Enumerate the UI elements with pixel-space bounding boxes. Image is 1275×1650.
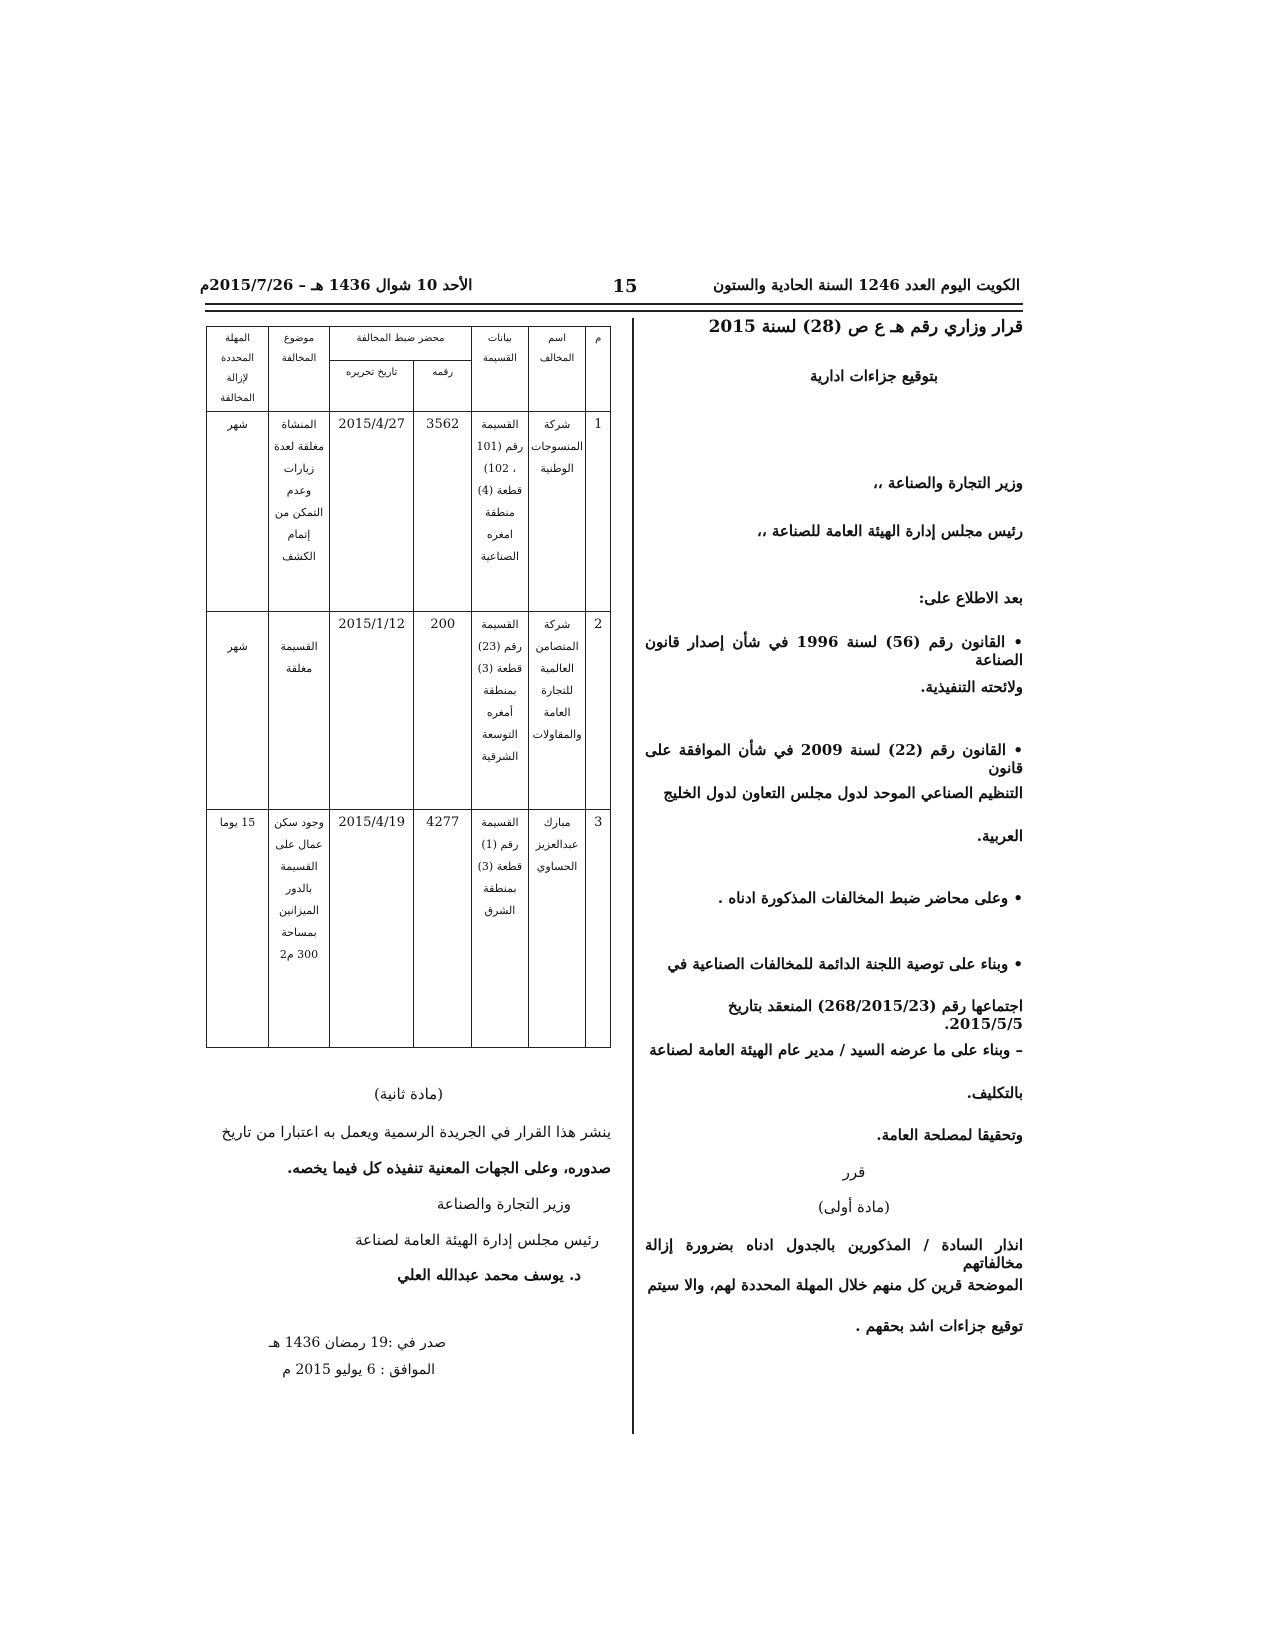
row-plot: القسيمة رقم (101 ، 102) قطعة (4) منطقة امغره الصناعية — [472, 412, 529, 612]
column-divider — [632, 318, 634, 1434]
table-row — [207, 612, 611, 810]
clause-2-line-3: العربية. — [976, 827, 1023, 845]
violations-table — [206, 326, 611, 1048]
article-1-line-2: الموضحة قرين كل منهم خلال المهلة المحددة لهم، والا سيتم — [647, 1276, 1023, 1294]
header-record-date: تاريخ تحريره — [329, 361, 413, 412]
article-2-title: (مادة ثانية) — [373, 1085, 444, 1103]
issue-date-header: الأحد 10 شوال 1436 هـ – 2015/7/26م — [200, 276, 473, 294]
row-num: 2 — [586, 612, 611, 810]
decree-subtitle: بتوقيع جزاءات ادارية — [809, 367, 939, 385]
row-num: 1 — [586, 412, 611, 612]
row-record-no: 4277 — [414, 810, 472, 1048]
header-plot: بيانات القسيمة — [472, 327, 529, 412]
page-number: 15 — [612, 276, 638, 297]
chairman-line: رئيس مجلس إدارة الهيئة العامة للصناعة ،، — [756, 522, 1023, 540]
clause-3: • وعلى محاضر ضبط المخالفات المذكورة ادناه . — [717, 889, 1023, 907]
row-subject: وجود سكن عمال على القسيمة بالدور الميزانين بمساحة 300 م2 — [269, 810, 330, 1048]
row-deadline: شهر — [207, 612, 269, 810]
decree-title: قرار وزاري رقم هـ ع ص (28) لسنة 2015 — [708, 317, 1023, 337]
clause-5-line-1: – وبناء على ما عرضه السيد / مدير عام الهيئة العامة لصناعة — [649, 1041, 1023, 1059]
row-subject: القسيمة مغلقة — [269, 612, 330, 810]
row-record-date: 2015/4/27 — [329, 412, 413, 612]
clause-4-line-2: اجتماعها رقم (268/2015/23) المنعقد بتاريخ 2015/5/5. — [727, 997, 1023, 1033]
signature-minister: وزير التجارة والصناعة — [436, 1195, 571, 1213]
article-2-line-2: صدوره، وعلى الجهات المعنية تنفيذه كل فيما يخصه. — [287, 1159, 611, 1177]
row-deadline: 15 يوما — [207, 810, 269, 1048]
row-record-date: 2015/4/19 — [329, 810, 413, 1048]
row-record-date: 2015/1/12 — [329, 612, 413, 810]
row-record-no: 3562 — [414, 412, 472, 612]
issued-gregorian: الموافق : 6 يوليو 2015 م — [282, 1362, 435, 1378]
header-deadline: المهلة المحددة لإزالة المخالفة — [207, 327, 269, 412]
clause-2-line-2: التنظيم الصناعي الموحد لدول مجلس التعاون لدول الخليج — [663, 784, 1023, 802]
table-row — [207, 810, 611, 1048]
issued-hijri: صدر في :19 رمضان 1436 هـ — [268, 1335, 446, 1351]
article-1-line-3: توقيع جزاءات اشد بحقهم . — [855, 1317, 1023, 1335]
gazette-issue-header: الكويت اليوم العدد 1246 السنة الحادية والستون — [713, 276, 1020, 294]
signature-chairman: رئيس مجلس إدارة الهيئة العامة لصناعة — [355, 1231, 599, 1249]
decided: قرر — [842, 1163, 866, 1181]
header-name: اسم المخالف — [528, 327, 586, 412]
header-num: م — [586, 327, 611, 412]
row-deadline: شهر — [207, 412, 269, 612]
header-subject: موضوع المخالفة — [269, 327, 330, 412]
row-name: مبارك عبدالعزيز الحساوي — [528, 810, 586, 1048]
clause-4-line-1: • وبناء على توصية اللجنة الدائمة للمخالفات الصناعية في — [667, 955, 1023, 973]
after-review: بعد الاطلاع على: — [918, 589, 1023, 607]
header-rule-top — [205, 303, 1023, 305]
row-name: شركة المتصامن العالمية للتجارة العامة والمقاولات — [528, 612, 586, 810]
row-num: 3 — [586, 810, 611, 1048]
minister-line: وزير التجارة والصناعة ،، — [873, 474, 1023, 492]
header-record: محضر ضبط المخالفة — [329, 327, 471, 361]
clause-2-line-1: • القانون رقم (22) لسنة 2009 في شأن الموافقة على قانون — [645, 741, 1024, 777]
header-record-no: رقمه — [414, 361, 472, 412]
article-1-title: (مادة أولى) — [817, 1198, 891, 1216]
signature-name: د. يوسف محمد عبدالله العلي — [397, 1266, 581, 1284]
clause-6: وتحقيقا لمصلحة العامة. — [876, 1126, 1023, 1144]
table-row — [207, 412, 611, 612]
row-record-no: 200 — [414, 612, 472, 810]
row-subject: المنشاة مغلقة لعدة زيارات وعدم التمكن من إتمام الكشف — [269, 412, 330, 612]
article-1-line-1: انذار السادة / المذكورين بالجدول ادناه بضرورة إزالة مخالفاتهم — [645, 1236, 1023, 1272]
clause-5-line-2: بالتكليف. — [966, 1084, 1023, 1102]
clause-1-line-2: ولائحته التنفيذية. — [920, 678, 1023, 696]
row-plot: القسيمة رقم (1) قطعة (3) بمنطقة الشرق — [472, 810, 529, 1048]
article-2-line-1: ينشر هذا القرار في الجريدة الرسمية ويعمل به اعتبارا من تاريخ — [221, 1123, 611, 1141]
clause-1-line-1: • القانون رقم (56) لسنة 1996 في شأن إصدار قانون الصناعة — [645, 633, 1023, 669]
row-name: شركة المنسوجات الوطنية — [528, 412, 586, 612]
header-rule-bottom — [205, 310, 1023, 312]
row-plot: القسيمة رقم (23) قطعة (3) بمنطقة أمغره التوسعة الشرقية — [472, 612, 529, 810]
